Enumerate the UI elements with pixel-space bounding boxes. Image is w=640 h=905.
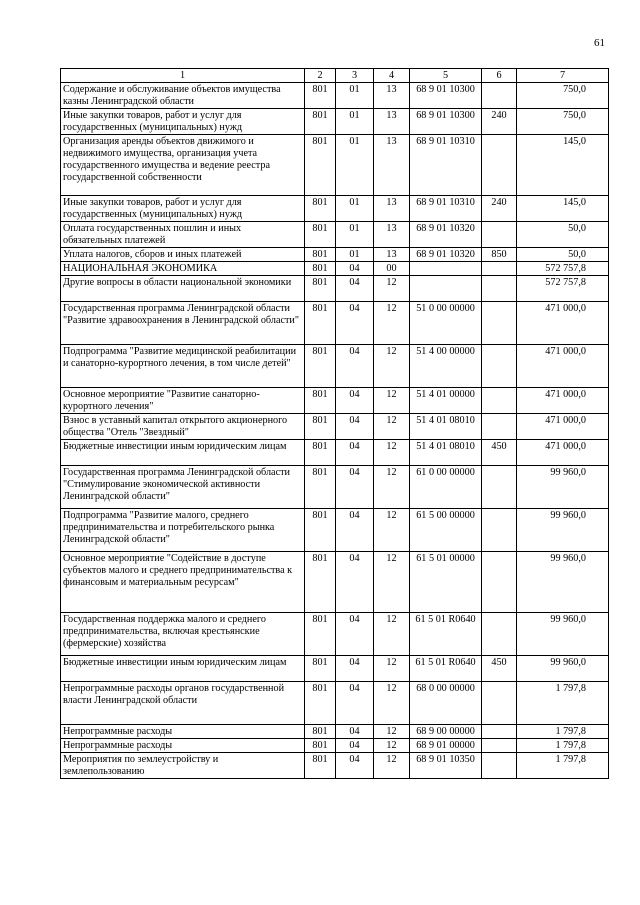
target-article: 51 4 01 08010 [410,414,482,440]
section-code: 04 [336,302,374,345]
target-article: 51 4 00 00000 [410,345,482,388]
section-code: 01 [336,135,374,196]
row-name: Иные закупки товаров, работ и услуг для государственных (муниципальных) нужд [61,196,305,222]
ministry-code: 801 [305,388,336,414]
amount: 99 960,0 [517,656,609,682]
target-article: 51 4 01 08010 [410,440,482,466]
section-code: 04 [336,414,374,440]
expense-type [482,682,517,725]
ministry-code: 801 [305,440,336,466]
table-row [61,388,609,414]
target-article: 68 9 01 10320 [410,222,482,248]
header-row [61,69,609,83]
section-code: 04 [336,739,374,753]
section-code: 01 [336,196,374,222]
section-code: 04 [336,276,374,302]
amount: 145,0 [517,135,609,196]
target-article: 68 9 01 10320 [410,248,482,262]
expense-type [482,466,517,509]
amount: 99 960,0 [517,466,609,509]
row-name: Бюджетные инвестиции иным юридическим лицам [61,656,305,682]
row-name: Оплата государственных пошлин и иных обязательных платежей [61,222,305,248]
expense-type: 240 [482,109,517,135]
target-article: 68 9 01 10310 [410,135,482,196]
expense-type [482,302,517,345]
subsection-code: 12 [374,613,410,656]
row-name: Государственная программа Ленинградской области "Развитие здравоохранения в Ленинградской области" [61,302,305,345]
amount: 50,0 [517,248,609,262]
amount: 1 797,8 [517,753,609,779]
ministry-code: 801 [305,222,336,248]
target-article: 61 5 01 R0640 [410,613,482,656]
expense-type [482,135,517,196]
section-code: 01 [336,109,374,135]
target-article: 68 9 01 10310 [410,196,482,222]
expense-type: 450 [482,656,517,682]
expense-type [482,552,517,613]
amount: 99 960,0 [517,552,609,613]
row-name: Бюджетные инвестиции иным юридическим лицам [61,440,305,466]
table-row [61,222,609,248]
table-row [61,276,609,302]
subsection-code: 00 [374,262,410,276]
ministry-code: 801 [305,135,336,196]
subsection-code: 12 [374,656,410,682]
ministry-code: 801 [305,656,336,682]
table-row [61,248,609,262]
subsection-code: 13 [374,83,410,109]
amount: 99 960,0 [517,509,609,552]
subsection-code: 12 [374,440,410,466]
amount: 750,0 [517,109,609,135]
ministry-code: 801 [305,302,336,345]
row-name: Подпрограмма "Развитие медицинской реабилитации и санаторно-курортного лечения, в том числе детей" [61,345,305,388]
column-header: 2 [305,69,336,83]
section-code: 04 [336,613,374,656]
ministry-code: 801 [305,414,336,440]
subsection-code: 12 [374,466,410,509]
column-header: 6 [482,69,517,83]
target-article: 68 9 01 10300 [410,109,482,135]
subsection-code: 12 [374,739,410,753]
ministry-code: 801 [305,753,336,779]
column-header: 3 [336,69,374,83]
expense-type [482,509,517,552]
ministry-code: 801 [305,466,336,509]
amount: 1 797,8 [517,682,609,725]
amount: 471 000,0 [517,440,609,466]
row-name: Мероприятия по землеустройству и землепользованию [61,753,305,779]
amount: 471 000,0 [517,345,609,388]
amount: 572 757,8 [517,262,609,276]
target-article: 61 5 01 R0640 [410,656,482,682]
expense-type [482,222,517,248]
row-name: Непрограммные расходы [61,725,305,739]
amount: 572 757,8 [517,276,609,302]
expense-type: 240 [482,196,517,222]
budget-table [60,68,609,779]
subsection-code: 13 [374,109,410,135]
page-number: 61 [594,37,605,49]
table-row [61,83,609,109]
subsection-code: 13 [374,222,410,248]
row-name: Государственная программа Ленинградской области "Стимулирование экономической активности Ленинградской области" [61,466,305,509]
expense-type [482,276,517,302]
table-row [61,739,609,753]
target-article: 61 5 01 00000 [410,552,482,613]
expense-type [482,83,517,109]
table-row [61,509,609,552]
row-name: Содержание и обслуживание объектов имущества казны Ленинградской области [61,83,305,109]
target-article: 51 4 01 00000 [410,388,482,414]
row-name: Основное мероприятие "Развитие санаторно-курортного лечения" [61,388,305,414]
section-code: 04 [336,725,374,739]
subsection-code: 12 [374,388,410,414]
expense-type [482,414,517,440]
expense-type [482,725,517,739]
ministry-code: 801 [305,725,336,739]
row-name: Непрограммные расходы [61,739,305,753]
row-name: Непрограммные расходы органов государственной власти Ленинградской области [61,682,305,725]
target-article [410,276,482,302]
ministry-code: 801 [305,83,336,109]
amount: 145,0 [517,196,609,222]
section-code: 04 [336,656,374,682]
table-row [61,682,609,725]
target-article: 51 0 00 00000 [410,302,482,345]
column-header: 7 [517,69,609,83]
ministry-code: 801 [305,509,336,552]
row-name: Государственная поддержка малого и среднего предпринимательства, включая крестьянские (фермерские) хозяйства [61,613,305,656]
table-row [61,196,609,222]
subsection-code: 13 [374,135,410,196]
table-row [61,135,609,196]
row-name: Взнос в уставный капитал открытого акционерного общества "Отель "Звездный" [61,414,305,440]
expense-type [482,262,517,276]
ministry-code: 801 [305,739,336,753]
row-name: Организация аренды объектов движимого и недвижимого имущества, организация учета государственного имущества и ведение реестра государственной собственности [61,135,305,196]
section-code: 04 [336,466,374,509]
table-row [61,302,609,345]
column-header: 1 [61,69,305,83]
ministry-code: 801 [305,345,336,388]
expense-type [482,753,517,779]
expense-type [482,345,517,388]
table-row [61,552,609,613]
table-row [61,725,609,739]
expense-type [482,739,517,753]
section-code: 01 [336,248,374,262]
row-name: Иные закупки товаров, работ и услуг для государственных (муниципальных) нужд [61,109,305,135]
subsection-code: 13 [374,248,410,262]
amount: 471 000,0 [517,302,609,345]
table-row [61,656,609,682]
section-code: 04 [336,440,374,466]
row-name: Уплата налогов, сборов и иных платежей [61,248,305,262]
ministry-code: 801 [305,248,336,262]
table-row [61,414,609,440]
target-article: 61 0 00 00000 [410,466,482,509]
column-header: 5 [410,69,482,83]
ministry-code: 801 [305,613,336,656]
amount: 50,0 [517,222,609,248]
row-name: НАЦИОНАЛЬНАЯ ЭКОНОМИКА [61,262,305,276]
amount: 471 000,0 [517,388,609,414]
ministry-code: 801 [305,276,336,302]
target-article: 68 0 00 00000 [410,682,482,725]
target-article: 68 9 01 10300 [410,83,482,109]
section-code: 04 [336,262,374,276]
subsection-code: 12 [374,552,410,613]
row-name: Другие вопросы в области национальной экономики [61,276,305,302]
table-row [61,440,609,466]
expense-type [482,388,517,414]
row-name: Основное мероприятие "Содействие в доступе субъектов малого и среднего предпринимательства к финансовым и материальным ресурсам" [61,552,305,613]
table-row [61,345,609,388]
subsection-code: 13 [374,196,410,222]
table-row [61,753,609,779]
subsection-code: 12 [374,302,410,345]
amount: 1 797,8 [517,739,609,753]
amount: 1 797,8 [517,725,609,739]
ministry-code: 801 [305,262,336,276]
table-row [61,613,609,656]
subsection-code: 12 [374,276,410,302]
table-row [61,109,609,135]
section-code: 04 [336,509,374,552]
subsection-code: 12 [374,725,410,739]
ministry-code: 801 [305,552,336,613]
section-code: 04 [336,552,374,613]
subsection-code: 12 [374,414,410,440]
target-article: 61 5 00 00000 [410,509,482,552]
ministry-code: 801 [305,682,336,725]
amount: 471 000,0 [517,414,609,440]
section-code: 01 [336,83,374,109]
section-code: 04 [336,345,374,388]
ministry-code: 801 [305,196,336,222]
amount: 99 960,0 [517,613,609,656]
target-article [410,262,482,276]
section-code: 01 [336,222,374,248]
target-article: 68 9 01 00000 [410,739,482,753]
subsection-code: 12 [374,753,410,779]
ministry-code: 801 [305,109,336,135]
table-row [61,466,609,509]
section-code: 04 [336,753,374,779]
row-name: Подпрограмма "Развитие малого, среднего предпринимательства и потребительского рынка Ленинградской области" [61,509,305,552]
amount: 750,0 [517,83,609,109]
column-header: 4 [374,69,410,83]
expense-type: 850 [482,248,517,262]
target-article: 68 9 00 00000 [410,725,482,739]
subsection-code: 12 [374,509,410,552]
subsection-code: 12 [374,345,410,388]
section-code: 04 [336,388,374,414]
table-row [61,262,609,276]
expense-type: 450 [482,440,517,466]
subsection-code: 12 [374,682,410,725]
expense-type [482,613,517,656]
target-article: 68 9 01 10350 [410,753,482,779]
section-code: 04 [336,682,374,725]
